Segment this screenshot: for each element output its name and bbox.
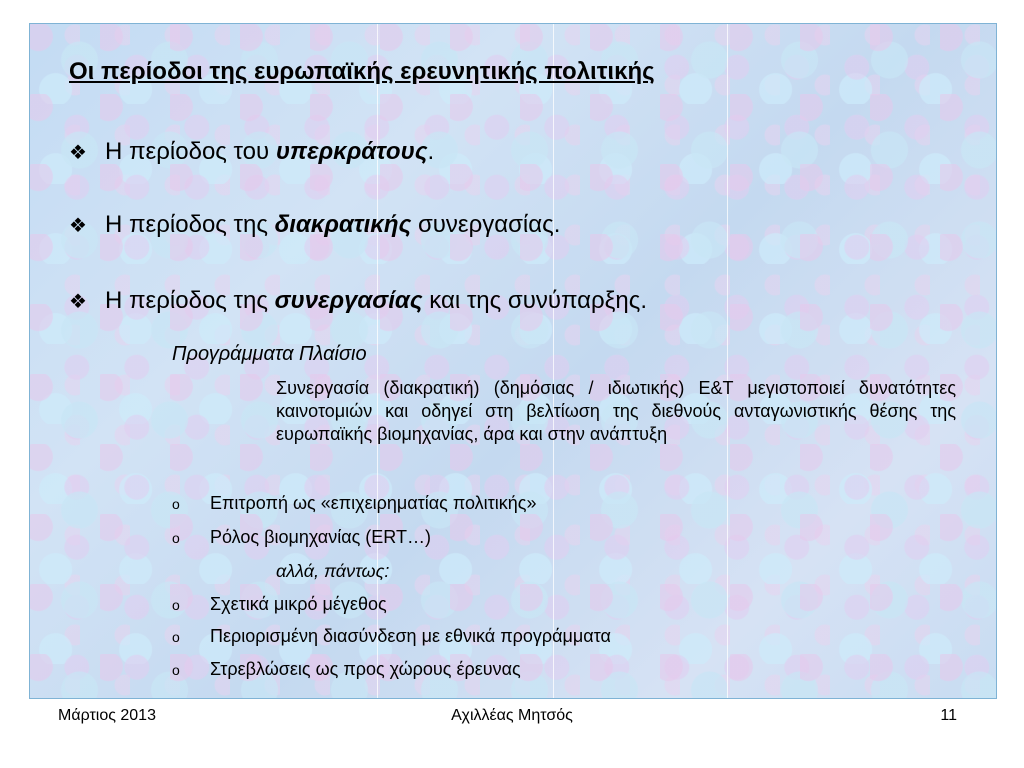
bullet-prefix: Η περίοδος της	[105, 211, 275, 238]
background-divider	[553, 24, 554, 698]
hollow-circle-icon: o	[172, 662, 180, 678]
aside-note: αλλά, πάντως:	[276, 561, 390, 581]
sub-bullet-item	[172, 493, 536, 514]
bullet-item	[69, 211, 560, 239]
bullet-suffix: και της συνύπαρξης.	[422, 287, 648, 314]
diamond-quad-icon: ❖	[69, 142, 87, 164]
bullet-emphasis: υπερκράτους	[275, 138, 428, 165]
bullet-suffix: .	[427, 138, 435, 165]
hollow-circle-icon: o	[172, 496, 180, 512]
footer-date: Μάρτιος 2013	[58, 707, 156, 724]
diamond-quad-icon: ❖	[69, 291, 87, 313]
bullet-emphasis: συνεργασίας	[274, 287, 423, 314]
sub-bullet-item	[172, 527, 431, 548]
diamond-quad-icon: ❖	[69, 215, 87, 237]
sub-bullet-item	[172, 594, 387, 615]
sub-bullet-text: Στρεβλώσεις ως προς χώρους έρευνας	[210, 659, 521, 679]
bullet-suffix: συνεργασίας.	[411, 211, 561, 238]
sub-bullet-item	[172, 626, 611, 647]
subheading: Προγράμματα Πλαίσιο	[172, 343, 367, 365]
sub-bullet-text: Περιορισμένη διασύνδεση με εθνικά προγράμματα	[210, 626, 611, 646]
sub-bullet-item	[172, 659, 521, 680]
slide-title: Οι περίοδοι της ευρωπαϊκής ερευνητικής πολιτικής	[69, 58, 655, 85]
footer-author: Αχιλλέας Μητσός	[451, 707, 573, 724]
background-divider	[727, 24, 728, 698]
hollow-circle-icon: o	[172, 597, 180, 613]
bullet-item	[69, 287, 647, 315]
bullet-item	[69, 138, 434, 166]
sub-bullet-text: Ρόλος βιομηχανίας (ERT…)	[210, 527, 431, 547]
hollow-circle-icon: o	[172, 629, 180, 645]
bullet-emphasis: διακρατικής	[274, 211, 412, 238]
bullet-prefix: Η περίοδος του	[105, 138, 276, 165]
bullet-prefix: Η περίοδος της	[105, 287, 275, 314]
page-number: 11	[940, 707, 957, 724]
hollow-circle-icon: o	[172, 530, 180, 546]
body-paragraph: Συνεργασία (διακρατική) (δημόσιας / ιδιωτικής) Ε&Τ μεγιστοποιεί δυνατότητες καινοτομιών και οδηγεί στη βελτίωση της διεθνούς ανταγωνιστικής θέσης της ευρωπαϊκής βιομηχανίας, άρα και στην ανάπτυξη	[276, 378, 956, 444]
sub-bullet-text: Σχετικά μικρό μέγεθος	[210, 594, 387, 614]
sub-bullet-text: Επιτροπή ως «επιχειρηματίας πολιτικής»	[210, 493, 537, 513]
